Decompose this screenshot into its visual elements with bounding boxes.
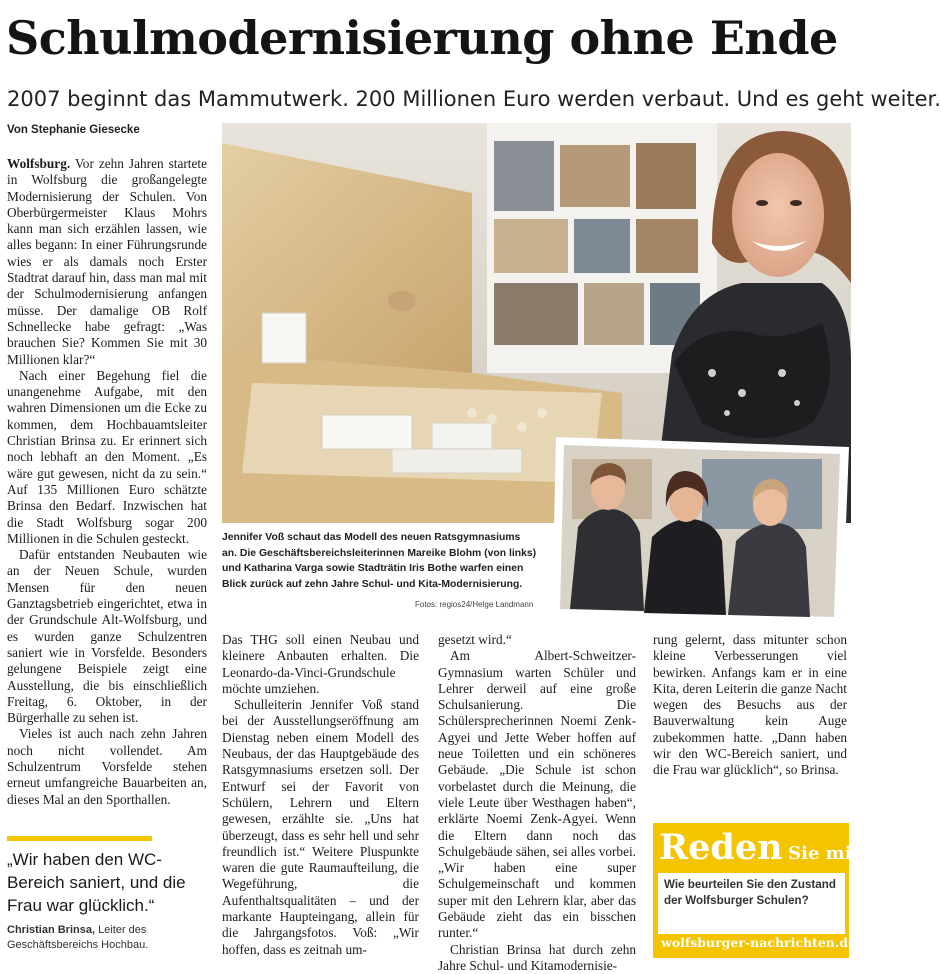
inset-photo	[552, 437, 849, 627]
paragraph: Am Albert-Schweitzer-Gymnasium warten Schüler und Lehrer derweil auf eine große Schulsanierung. Die Schülersprecherinnen Noemi Zenk-Agyei und Jette Weber hoffen auf neue Toiletten und ein schöneres Gebäude. „Die Schule ist schon vorbelastet durch die Meinung, die viele Leute über Westhagen haben“, erklärte Noemi Zenk-Agyei. Wenn die Eltern dann noch das Schulgebäude sähen, sei alles vorbei. „Wir haben eine super Schulgemeinschaft und kommen super mit den Lehrern klar, aber das Gebäude zieht das ein bisschen runter.“	[438, 648, 636, 941]
paragraph: gesetzt wird.“	[438, 632, 512, 647]
article-column-1	[7, 156, 207, 808]
paragraph: rung gelernt, dass mitunter schon kleine Verbesserungen viel bewirken. Anfangs kam er in eine Kita, deren Leiterin die ganze Nacht wegen des Besuchs aus der Bauverwaltung kein Auge zubekommen hatte. „Dann haben wir den WC-Bereich saniert, und die Frau war glücklich“, so Brinsa.	[653, 632, 847, 778]
paragraph: Schulleiterin Jennifer Voß stand bei der Ausstellungseröffnung am Dienstag neben einem Modell des Neubaus, der das Hauptgebäude des Ratsgymnasiums ersetzen soll. Der Entwurf sei der Favorit von Schülern, Lehrern und Eltern gewesen, erzählte sie. „Uns hat überzeugt, dass es sehr hell und sehr freundlich ist.“ Weitere Pluspunkte waren die gute Raumaufteilung, die Wegeführung, die Aufenthaltsqualitäten – und der markante Haupteingang, allein für die Jahrgangsfotos. Voß: „Wir hoffen, dass es zeitnah um-	[222, 697, 419, 957]
photo-caption: Jennifer Voß schaut das Modell des neuen Ratsgymnasiums an. Die Geschäftsbereichsleiterinnen Mareike Blohm (von links) und Katharina Varga sowie Stadträtin Iris Bothe warfen einen Blick zurück auf zehn Jahre Schul- und Kita-Modernisierung.	[222, 532, 537, 590]
pull-quote: „Wir haben den WC-Bereich saniert, und die Frau war glücklich.“	[7, 850, 186, 915]
article-column-2	[222, 632, 419, 958]
reden-sie-mit-box	[653, 823, 868, 958]
photo-credit: Fotos: regios24/Helge Landmann	[415, 600, 534, 609]
paragraph: Vieles ist auch nach zehn Jahren noch nicht vollendet. Am Schulzentrum Vorsfelde stehen erneut umfangreiche Bauarbeiten an, dieses Mal an den Sporthallen.	[7, 726, 207, 807]
byline: Von Stephanie Giesecke	[7, 124, 140, 136]
paragraph: Dafür entstanden Neubauten wie an der Neuen Schule, wurden Mensen für den neuen Ganztagsbetrieb eingerichtet, etwa in der Grundschule Alt-Wolfsburg, und es wurden ganze Schulzentren saniert wie in Vorsfelde. Besonders gelungene Beispiele zeigt eine Ausstellung, die bis einschließlich Freitag, 6. Oktober, in der Bürgerhalle zu sehen ist.	[7, 547, 207, 726]
subheadline: 2007 beginnt das Mammutwerk. 200 Millionen Euro werden verbaut. Und es geht weiter.	[7, 87, 941, 111]
paragraph: Das THG soll einen Neubau und kleinere Anbauten erhalten. Die Leonardo-da-Vinci-Grundschule möchte umziehen.	[222, 632, 419, 696]
paragraph-text: Vor zehn Jahren startete in Wolfsburg die großangelegte Modernisierung der Schulen. Von Oberbürgermeister Klaus Mohrs kann man sich erzählen lassen, wie alles begann: In einer Führungsrunde wies er als damals noch Erster Stadtrat darauf hin, dass man mal mit der Schulmodernisierung anfangen müsse. Der damalige OB Rolf Schnellecke habe gefragt: „Was brauchen Sie? Kommen Sie mit 30 Millionen klar?“	[7, 156, 207, 367]
quote-source	[7, 923, 207, 953]
reden-title-big: Reden	[659, 827, 783, 868]
article-column-3	[438, 632, 636, 974]
reden-title	[659, 825, 868, 871]
article-column-4	[653, 632, 847, 779]
reden-question: Wie beurteilen Sie den Zustand der Wolfsburger Schulen?	[658, 873, 845, 934]
reden-url-link[interactable]: wolfsburger-nachrichten.de	[661, 935, 856, 950]
headline: Schulmodernisierung ohne Ende	[6, 11, 838, 65]
paragraph	[7, 156, 207, 368]
dateline: Wolfsburg.	[7, 156, 71, 171]
quote-source-role: Leiter des Geschäftsbereichs Hochbau.	[7, 924, 149, 951]
paragraph: Christian Brinsa hat durch zehn Jahre Schul- und Kitamodernisie-	[438, 941, 636, 973]
quote-accent-bar	[7, 836, 152, 841]
paragraph: Nach einer Begehung fiel die unangenehme Aufgabe, mit den wahren Dimensionen um die Ecke zu kommen, dem Hochbauamtsleiter Christian Brinsa zu. Er erinnert sich noch lebhaft an den Moment. „Es wäre gut gewesen, nicht da zu sein.“ Auf 135 Millionen Euro schätzte Brinsa den Bedarf. Inzwischen hat die Stadt Wolfsburg sogar 200 Millionen in die Schulen gesteckt.	[7, 367, 207, 546]
quote-source-name: Christian Brinsa,	[7, 924, 96, 936]
reden-title-small: Sie mit!	[788, 843, 868, 864]
